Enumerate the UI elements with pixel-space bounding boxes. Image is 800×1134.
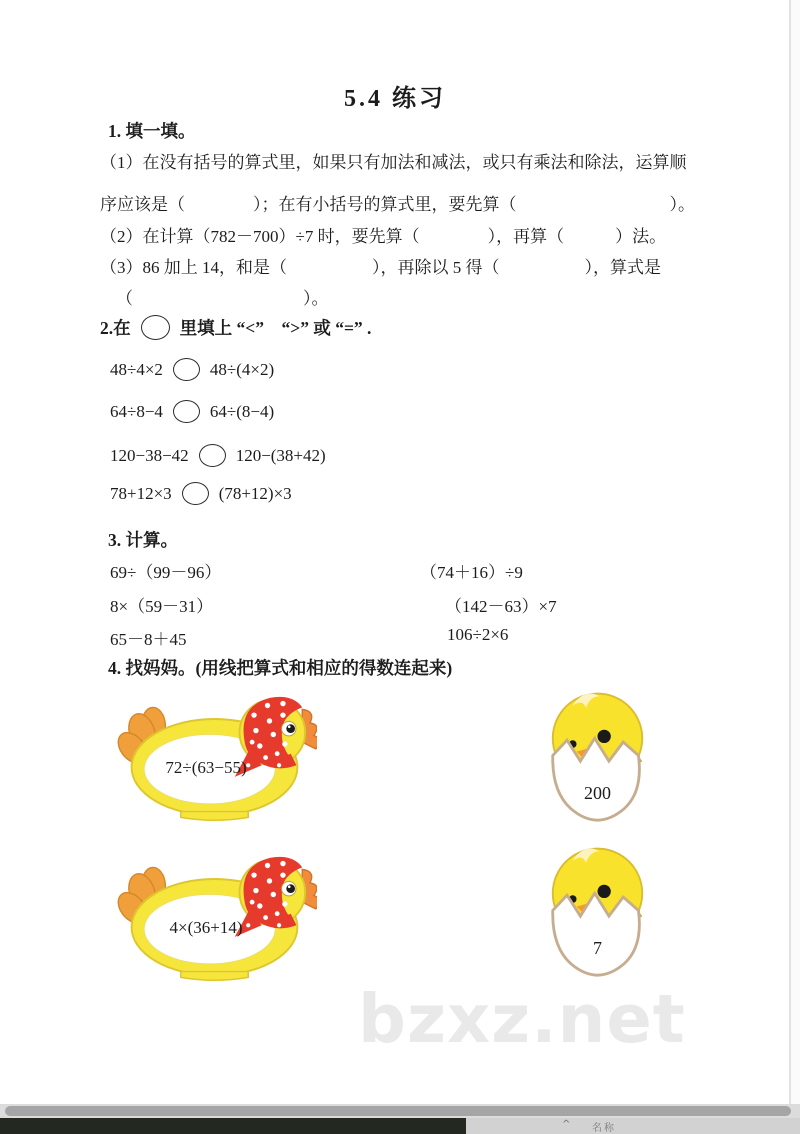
calc-expression: （74＋16）÷9 [420,563,523,582]
compare-right: 48÷(4×2) [209,359,275,379]
compare-right: 120−(38+42) [235,445,326,465]
compare-row [110,482,292,505]
egg-card [540,840,655,978]
answer-circle [182,482,209,505]
q1-line: （3）86 加上 14，和是（ ），再除以 5 得（ ），算式是 [100,258,661,277]
answer-circle [199,444,226,467]
compare-row [110,358,274,381]
hen-card [112,852,317,987]
compare-row [110,400,274,423]
q1-heading: 1. 填一填。 [108,121,196,141]
name-column-label[interactable]: 名称 [592,1123,616,1134]
q1-line: （ ）。 [116,289,329,308]
viewer-right-margin [791,0,800,1104]
watermark: bzxz.net [358,980,686,1058]
page-edge-divider [789,0,791,1104]
calc-expression: 106÷2×6 [447,625,509,644]
calc-expression: 69÷（99－96） [110,563,222,582]
answer-circle [141,315,170,340]
q4-heading: 4. 找妈妈。(用线把算式和相应的得数连起来) [108,658,453,678]
q2-heading [100,315,371,340]
page-title: 5.4 练习 [344,86,446,112]
q2-heading-suffix: 里填上 “<” “>” 或 “=” . [179,318,372,338]
calc-expression: 65－8＋45 [110,630,187,649]
background-window-dark-segment [0,1118,466,1134]
scrollbar-thumb[interactable] [5,1106,791,1116]
chevron-up-icon[interactable]: ^ [562,1119,571,1130]
hen-card [112,692,317,827]
compare-left: 48÷4×2 [110,359,163,379]
q3-heading: 3. 计算。 [108,530,178,550]
compare-right: (78+12)×3 [218,483,292,503]
compare-left: 78+12×3 [110,483,172,503]
answer-circle [173,400,200,423]
answer-label: 200 [584,783,611,803]
egg-card [540,685,655,823]
calc-expression: 8×（59－31） [110,597,214,616]
compare-left: 64÷8−4 [110,401,163,421]
compare-row [110,444,326,467]
q1-line: （2）在计算（782－700）÷7 时，要先算（ ），再算（ ）法。 [100,227,667,246]
compare-right: 64÷(8−4) [209,401,275,421]
answer-circle [173,358,200,381]
q1-line: 序应该是（ ）；在有小括号的算式里，要先算（ ）。 [100,195,695,214]
compare-left: 120−38−42 [110,445,189,465]
q1-line: （1）在没有括号的算式里，如果只有加法和减法，或只有乘法和除法，运算顺 [100,153,687,172]
calc-expression: （142－63）×7 [445,597,557,616]
horizontal-scrollbar[interactable] [0,1104,800,1118]
expression-label: 4×(36+14) [169,918,243,937]
matching-area [0,680,790,980]
q2-heading-prefix: 2.在 [100,318,131,338]
background-window-bar [0,1118,800,1134]
expression-label: 72÷(63−55) [165,758,247,777]
answer-label: 7 [593,938,602,958]
